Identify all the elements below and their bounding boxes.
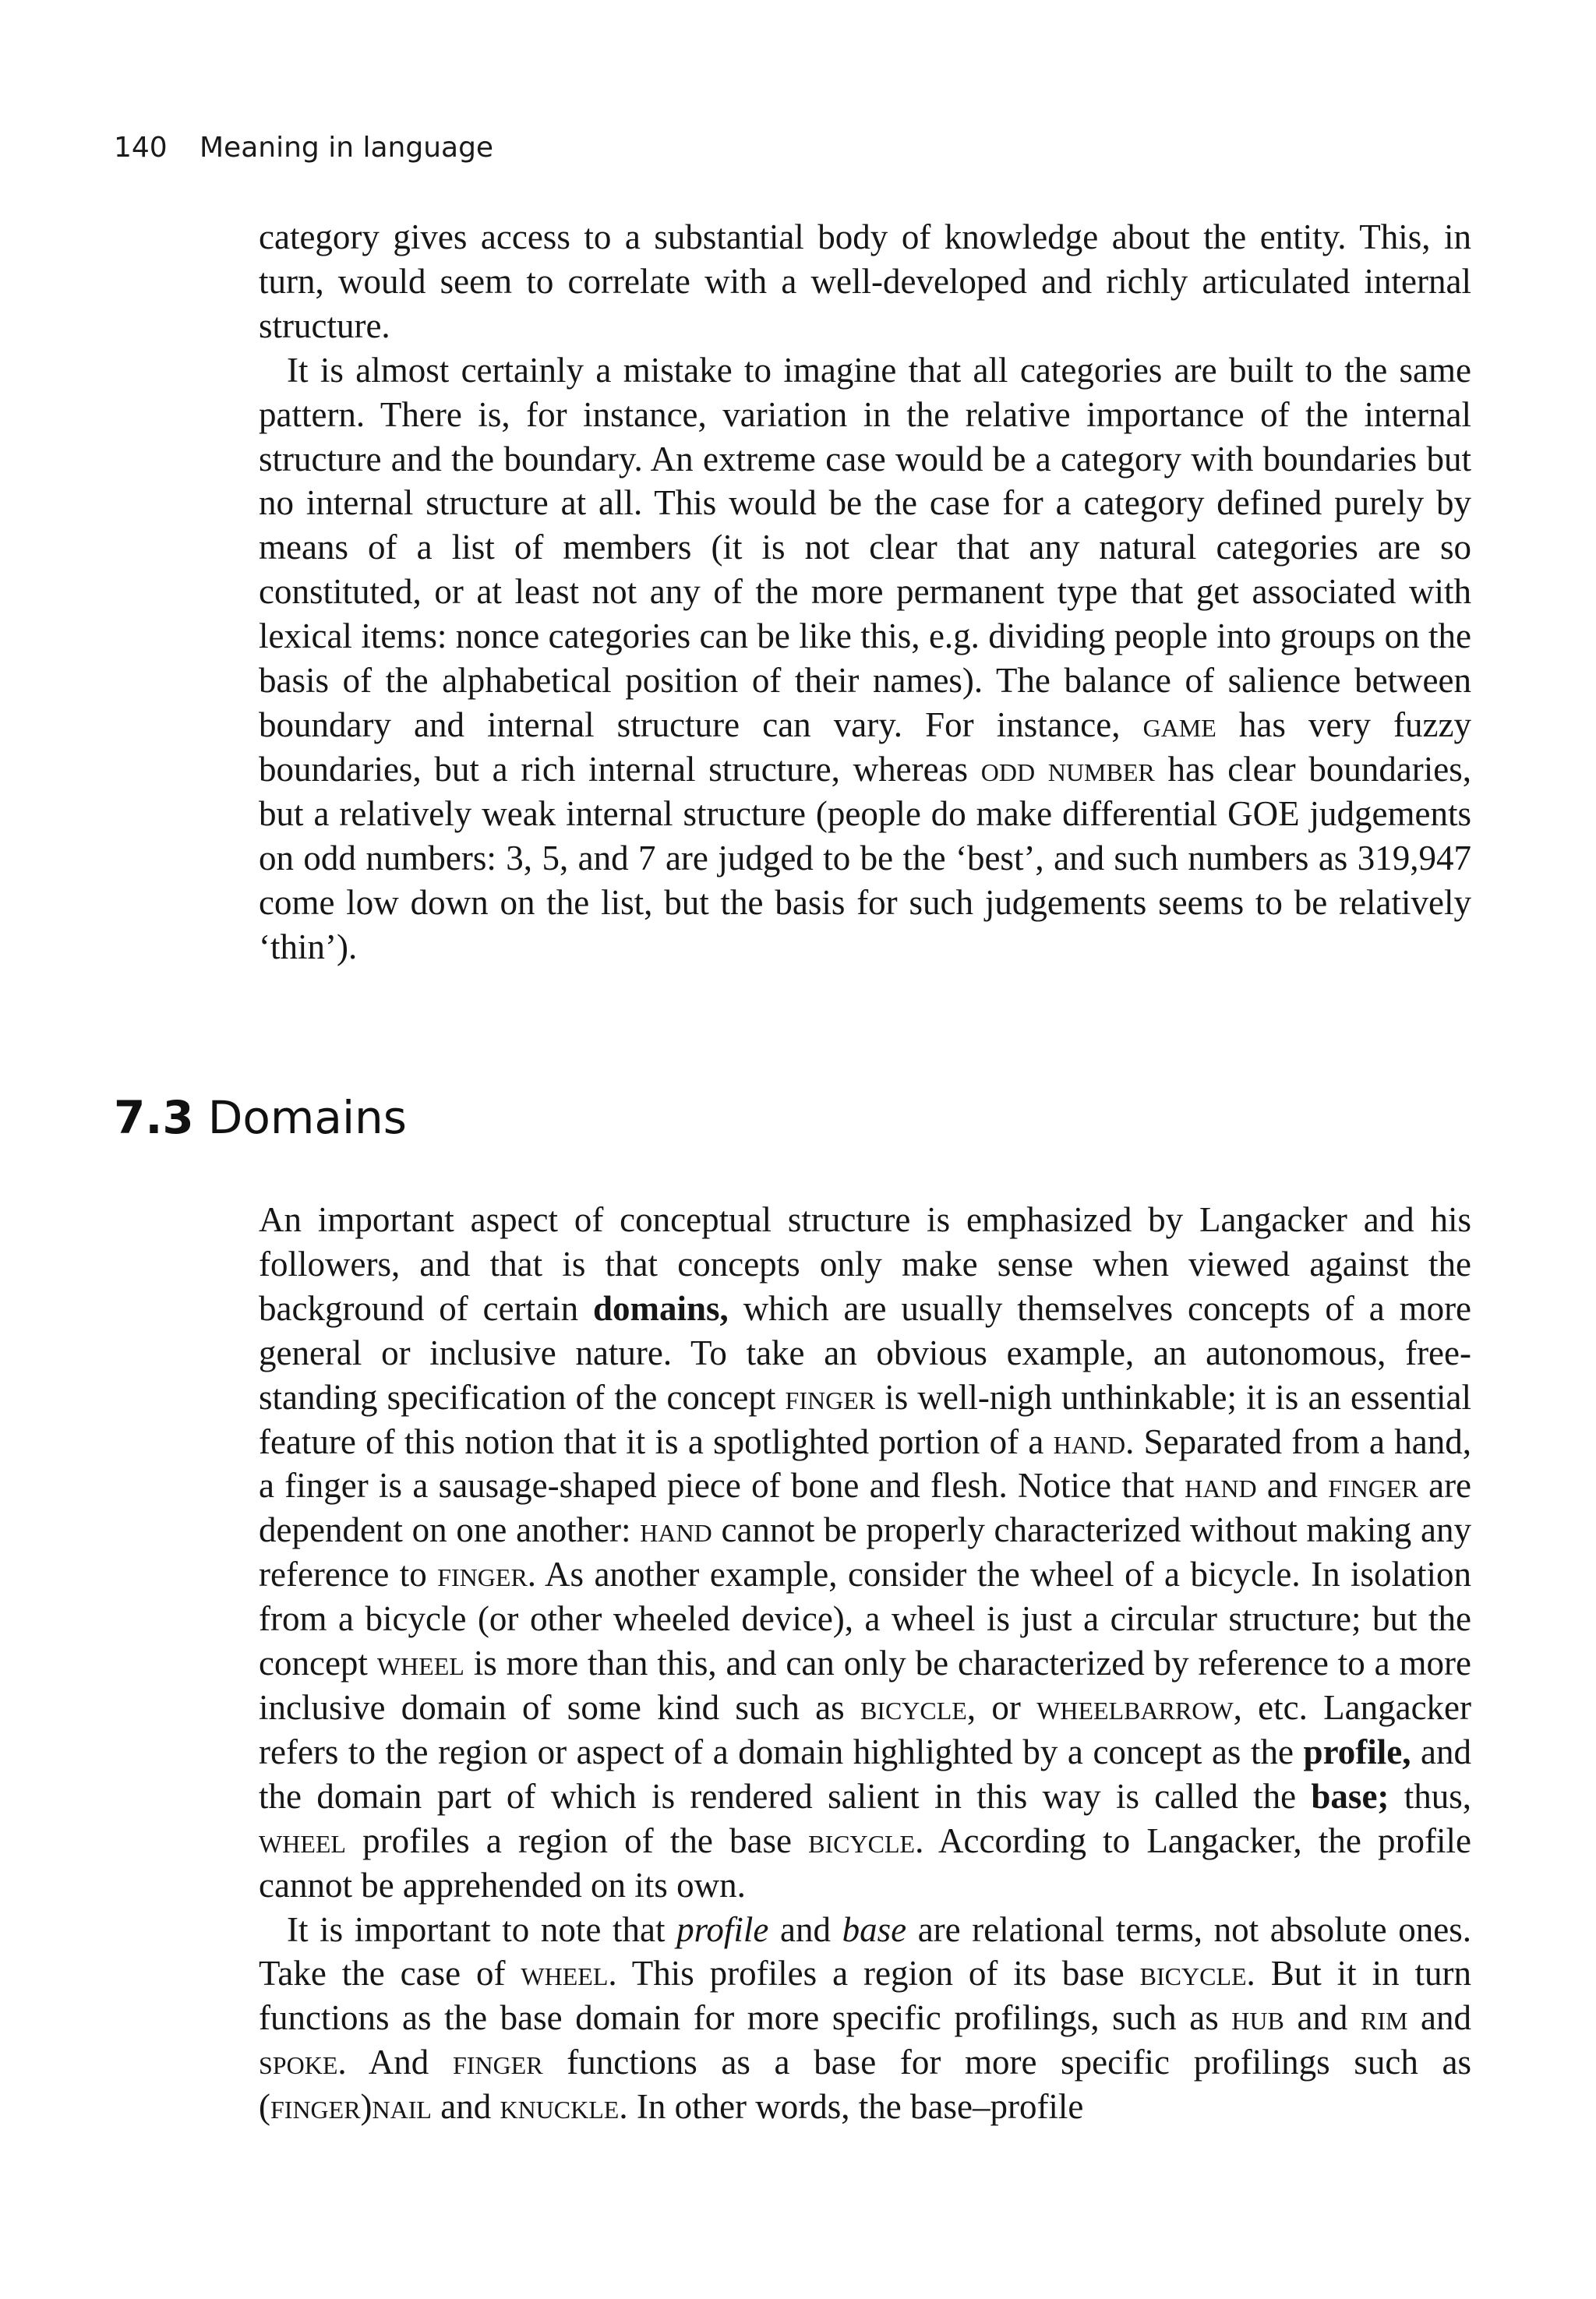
text-run: is more than this, and can only be characterized by reference to a more inclusive domain of some kind such as bbox=[259, 1644, 1472, 1727]
text-run: cannot be properly characterized without making any reference to bbox=[259, 1510, 1472, 1594]
text-run: is well-nigh unthinkable; it is an essential feature of this notion that it is a spotlighted portion of a bbox=[259, 1377, 1472, 1461]
text-run: and bbox=[780, 1909, 831, 1949]
text-run: functions as a base for more specific profilings such as bbox=[567, 2043, 1472, 2082]
bold-term: base; bbox=[1311, 1776, 1389, 1816]
small-caps-term: hand. bbox=[1053, 1421, 1135, 1461]
bold-term: domains, bbox=[592, 1288, 729, 1328]
paragraph bbox=[259, 215, 1471, 348]
text-run: profiles a region of the base bbox=[362, 1820, 792, 1860]
small-caps-term: hub bbox=[1231, 1998, 1284, 2038]
small-caps-term: hand bbox=[640, 1510, 712, 1550]
text-run: are dependent on one another: bbox=[259, 1466, 1472, 1550]
small-caps-term: wheel. bbox=[521, 1954, 617, 1994]
small-caps-term: game bbox=[1142, 705, 1216, 744]
text-run: has clear boundaries, but a relatively weak internal structure (people do make differential GOE judgements on odd numbers: 3, 5, and 7 are judged to be the ‘best’, and such numbers as 319,947 come low down on the list, but the basis for such judgements seems to be relatively ‘thin’). bbox=[259, 749, 1472, 966]
section-number: 7.3 bbox=[114, 1091, 194, 1144]
text-run: According to Langacker, the profile cannot be apprehended on its own. bbox=[259, 1820, 1471, 1905]
text-run: and bbox=[1266, 1466, 1318, 1506]
text-run: This profiles a region of its base bbox=[631, 1954, 1125, 1994]
small-caps-term: wheel bbox=[376, 1644, 464, 1683]
text-run: In other words, the base–profile bbox=[636, 2087, 1084, 2127]
text-run: which are usually themselves concepts of a more general or inclusive nature. To take an obvious example, an autonomous, free-standing specification of the concept bbox=[259, 1288, 1472, 1417]
paragraph bbox=[259, 348, 1471, 969]
running-head-title: Meaning in language bbox=[200, 132, 494, 164]
text-run: are relational terms, not absolute ones. Take the case of bbox=[259, 1909, 1472, 1994]
text-run: and bbox=[1297, 1998, 1348, 2038]
small-caps-term: finger bbox=[453, 2043, 543, 2082]
small-caps-term: finger bbox=[1328, 1466, 1418, 1506]
small-caps-term: (finger)nail bbox=[259, 2087, 432, 2127]
text-run: etc. Langacker refers to the region or aspect of a domain highlighted by a concept as the bbox=[259, 1687, 1471, 1771]
small-caps-term: wheelbarrow, bbox=[1036, 1687, 1242, 1727]
text-run: and bbox=[1421, 1998, 1472, 2038]
running-head bbox=[114, 131, 493, 165]
text-run: Separated from a hand, a finger is a sausage-shaped piece of bone and flesh. Notice that bbox=[259, 1421, 1471, 1506]
text-run: category gives access to a substantial body of knowledge about the entity. This, in turn, would seem to correlate with a well-developed and richly articulated internal structure. bbox=[259, 217, 1471, 345]
text-run: It is important to note that bbox=[287, 1909, 666, 1949]
text-run: has very fuzzy boundaries, but a rich internal structure, whereas bbox=[259, 705, 1471, 789]
section-heading bbox=[114, 1089, 407, 1146]
small-caps-term: odd number bbox=[980, 749, 1155, 789]
body-text-top bbox=[259, 215, 1471, 969]
small-caps-term: hand bbox=[1185, 1466, 1257, 1506]
text-run: or bbox=[991, 1687, 1021, 1727]
text-run: But it in turn functions as the base domain for more specific profilings, such as bbox=[259, 1954, 1472, 2038]
text-run: An important aspect of conceptual structure is emphasized by Langacker and his followers, and that is that concepts only make sense when viewed against the background of certain bbox=[259, 1200, 1471, 1328]
small-caps-term: knuckle. bbox=[500, 2087, 628, 2127]
text-run: and the domain part of which is rendered salient in this way is called the bbox=[259, 1732, 1472, 1816]
paragraph bbox=[259, 1908, 1471, 2130]
small-caps-term: finger. bbox=[437, 1555, 537, 1594]
small-caps-term: wheel bbox=[259, 1820, 346, 1860]
page-number: 140 bbox=[114, 132, 168, 164]
small-caps-term: spoke. bbox=[259, 2043, 347, 2082]
small-caps-term: bicycle, bbox=[860, 1687, 976, 1727]
body-text-section bbox=[259, 1198, 1471, 2129]
text-run: thus, bbox=[1404, 1776, 1472, 1816]
italic-term: base bbox=[842, 1909, 907, 1949]
text-run: and bbox=[440, 2087, 492, 2127]
text-run: As another example, consider the wheel of a bicycle. In isolation from a bicycle (or other wheeled device), a wheel is just a circular structure; but the concept bbox=[259, 1555, 1471, 1683]
small-caps-term: finger bbox=[785, 1377, 876, 1417]
section-title: Domains bbox=[207, 1091, 408, 1144]
bold-term: profile, bbox=[1303, 1732, 1411, 1771]
small-caps-term: bicycle. bbox=[1139, 1954, 1255, 1994]
italic-term: profile bbox=[676, 1909, 769, 1949]
text-run: It is almost certainly a mistake to imagine that all categories are built to the same pattern. There is, for instance, variation in the relative importance of the internal structure and the boundary. An extreme case would be a category with boundaries but no internal structure at all. This would be the case for a category defined purely by means of a list of members (it is not clear that any natural categories are so constituted, or at least not any of the more permanent type that get associated with lexical items: nonce categories can be like this, e.g. dividing people into groups on the basis of the alphabetical position of their names). The balance of salience between boundary and internal structure can vary. For instance, bbox=[259, 350, 1471, 744]
small-caps-term: bicycle. bbox=[808, 1820, 924, 1860]
paragraph bbox=[259, 1198, 1471, 1908]
small-caps-term: rim bbox=[1361, 1998, 1408, 2038]
text-run: And bbox=[368, 2043, 429, 2082]
